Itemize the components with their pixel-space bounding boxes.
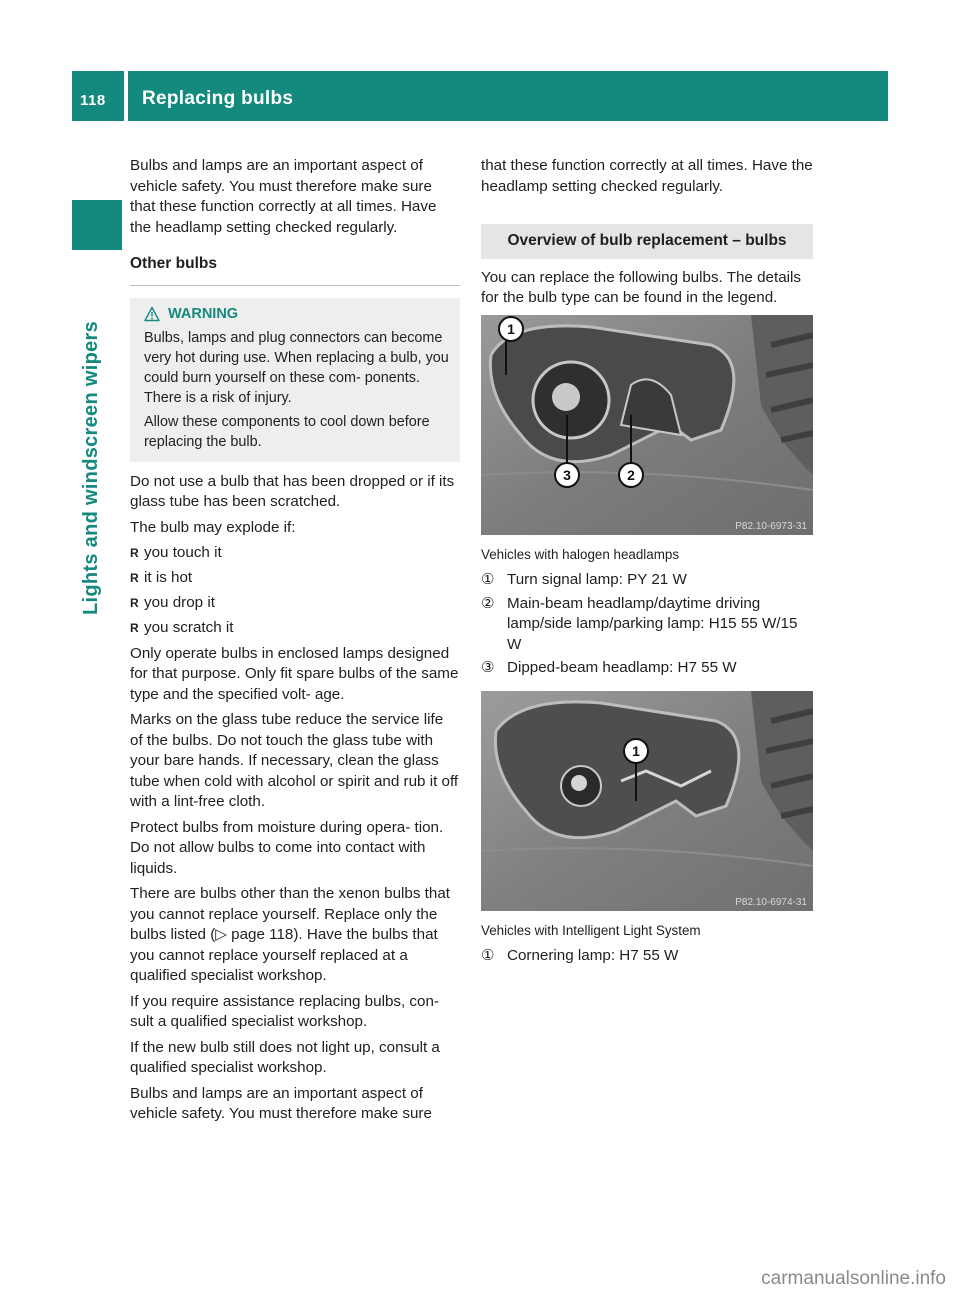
legend-number: ① [481, 947, 495, 964]
legend-text: Cornering lamp: H7 55 W [507, 947, 679, 964]
warning-label: WARNING [168, 305, 239, 322]
bullet-icon: R [130, 571, 139, 585]
halogen-caption: Vehicles with halogen headlamps [481, 546, 680, 562]
svg-text:3: 3 [563, 466, 571, 483]
enclosed-lamps-paragraph: Only operate bulbs in enclosed lamps designed for that purpose. Only fit spare bulbs of the same type and the specified volt- age. [130, 644, 459, 703]
ils-caption: Vehicles with Intelligent Light System [481, 922, 701, 938]
legend-item [481, 570, 813, 591]
dropped-bulb-paragraph: Do not use a bulb that has been dropped or if its glass tube has been scratched. [130, 472, 455, 510]
legend-item [481, 946, 813, 967]
ils-headlamp-illustration [481, 691, 813, 911]
svg-text:2: 2 [627, 466, 635, 483]
list-item-text: you touch it [144, 544, 222, 561]
chapter-tab-label: Lights and windscreen wipers [80, 320, 102, 615]
legend-item [481, 658, 813, 679]
new-bulb-paragraph: If the new bulb still does not light up, consult a qualified specialist workshop. [130, 1038, 440, 1076]
halogen-headlamp-illustration [481, 315, 813, 535]
legend-text: Dipped-beam headlamp: H7 55 W [507, 659, 737, 676]
xenon-paragraph: There are bulbs other than the xenon bulbs that you cannot replace yourself. Replace only the bulbs listed (▷ page 118). Have the bulbs that you cannot replace yourself replaced at a qualified specialist workshop. [130, 885, 450, 984]
explode-intro: The bulb may explode if: [130, 518, 296, 536]
list-item-text: it is hot [144, 569, 193, 586]
callout-1-icon [624, 739, 648, 763]
safety-paragraph: Bulbs and lamps are an important aspect of vehicle safety. You must therefore make sure [130, 1084, 432, 1122]
bullet-icon: R [130, 546, 139, 560]
moisture-paragraph: Protect bulbs from moisture during opera- tion. Do not allow bulbs to come into contact with liquids. [130, 818, 444, 877]
halogen-headlamp-figure [481, 315, 813, 535]
warning-icon [144, 306, 160, 322]
legend-number: ② [481, 594, 495, 612]
overview-intro: You can replace the following bulbs. The details for the bulb type can be found in the legend. [481, 268, 801, 306]
legend-number: ③ [481, 659, 495, 676]
other-bulbs-heading: Other bulbs [130, 255, 217, 272]
legend-text: Turn signal lamp: PY 21 W [507, 571, 687, 588]
footer-watermark: carmanualsonline.info [761, 1268, 946, 1289]
callout-2-icon [619, 463, 643, 487]
list-item [130, 618, 460, 639]
heading-rule [130, 285, 460, 286]
legend-item [481, 594, 813, 656]
bullet-icon: R [130, 621, 139, 635]
intro-paragraph: Bulbs and lamps are an important aspect of vehicle safety. You must therefore make sure that these function correctly at all times. Have the headlamp setting checked regularly. [130, 157, 437, 236]
continued-paragraph: that these function correctly at all times. Have the headlamp setting checked regularly. [481, 157, 813, 195]
glass-tube-paragraph: Marks on the glass tube reduce the service life of the bulbs. Do not touch the glass tube with your bare hands. If necessary, clean the glass tube when cold with alcohol or spirit and rub it off with a lint-free cloth. [130, 711, 459, 810]
svg-text:1: 1 [507, 320, 515, 337]
warning-text-2: Allow these components to cool down before replacing the bulb. [144, 413, 430, 450]
left-column [130, 156, 460, 1130]
chapter-tab-marker [72, 200, 122, 250]
right-column [481, 156, 813, 970]
ils-headlamp-figure [481, 691, 813, 911]
callout-3-icon [555, 463, 579, 487]
page-title: Replacing bulbs [142, 88, 294, 109]
header-divider [124, 71, 128, 121]
figure-code: P82.10-6974-31 [735, 896, 807, 908]
figure-code: P82.10-6973-31 [735, 520, 807, 532]
warning-text-1: Bulbs, lamps and plug connectors can become very hot during use. When replacing a bulb, you could burn yourself on these com- ponents. There is a risk of injury. [144, 329, 449, 406]
page-number: 118 [80, 92, 106, 109]
list-item [130, 568, 460, 589]
legend-number: ① [481, 571, 495, 588]
section-heading: Overview of bulb replacement – bulbs [481, 224, 813, 259]
callout-1-icon [499, 317, 523, 341]
list-item-text: you drop it [144, 594, 215, 611]
svg-text:1: 1 [632, 742, 640, 759]
legend-text: Main-beam headlamp/daytime driving lamp/side lamp/parking lamp: H15 55 W/15 W [507, 594, 798, 653]
list-item [130, 593, 460, 614]
list-item [130, 543, 460, 564]
explode-list [130, 543, 460, 639]
assistance-paragraph: If you require assistance replacing bulbs, con- sult a qualified specialist workshop. [130, 992, 439, 1030]
bullet-icon: R [130, 596, 139, 610]
warning-box [130, 298, 460, 462]
warning-header [144, 304, 452, 324]
list-item-text: you scratch it [144, 619, 234, 636]
